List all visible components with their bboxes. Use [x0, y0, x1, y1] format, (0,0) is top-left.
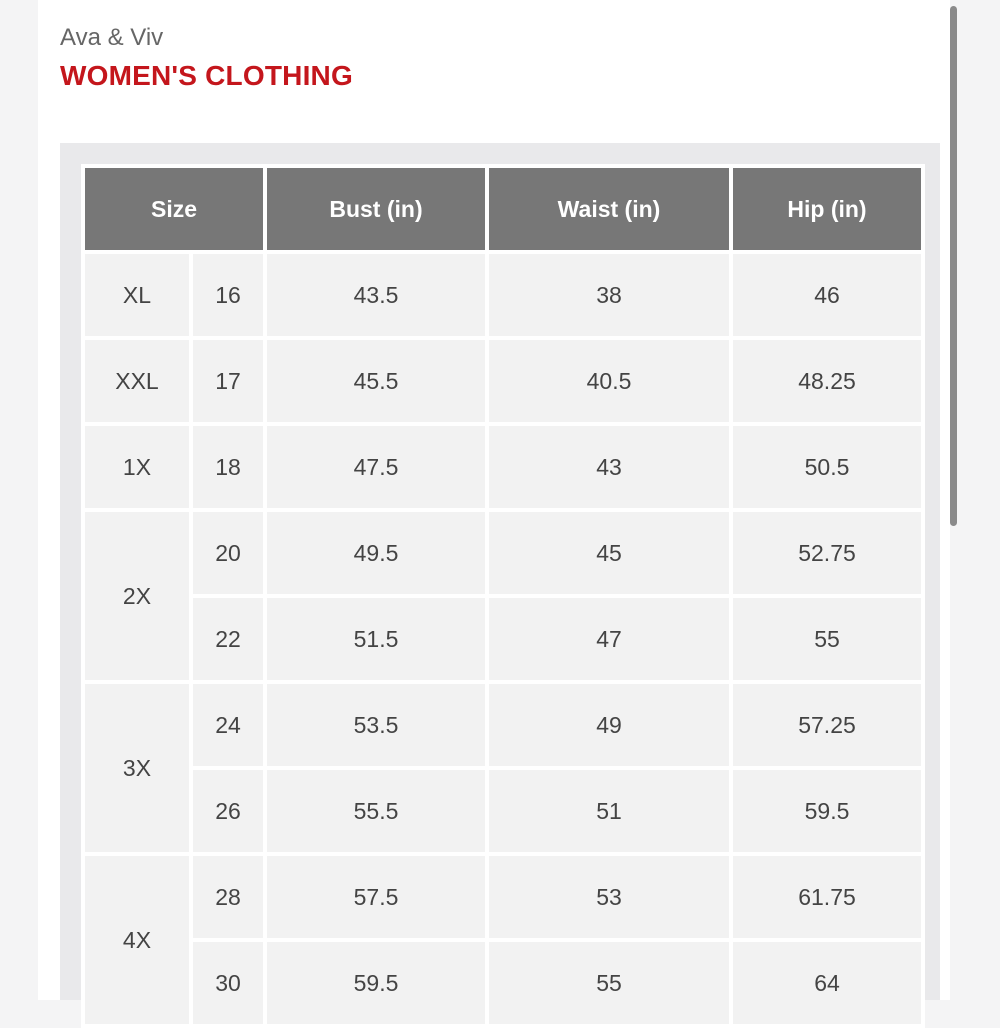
- waist-cell: 51: [489, 770, 729, 852]
- table-row: [85, 254, 921, 336]
- waist-cell: 55: [489, 942, 729, 1024]
- table-row: [85, 856, 921, 938]
- waist-cell: 49: [489, 684, 729, 766]
- column-header-size: Size: [85, 168, 263, 250]
- size-label-cell: XL: [85, 254, 189, 336]
- waist-cell: 40.5: [489, 340, 729, 422]
- waist-cell: 47: [489, 598, 729, 680]
- size-label-cell: 1X: [85, 426, 189, 508]
- size-label-cell: 2X: [85, 512, 189, 680]
- hip-cell: 59.5: [733, 770, 921, 852]
- hip-cell: 57.25: [733, 684, 921, 766]
- hip-cell: 50.5: [733, 426, 921, 508]
- size-label-cell: 4X: [85, 856, 189, 1024]
- column-header-bust: Bust (in): [267, 168, 485, 250]
- numeric-size-cell: 22: [193, 598, 263, 680]
- waist-cell: 38: [489, 254, 729, 336]
- numeric-size-cell: 18: [193, 426, 263, 508]
- table-row: [85, 598, 921, 680]
- bust-cell: 47.5: [267, 426, 485, 508]
- column-header-hip: Hip (in): [733, 168, 921, 250]
- size-chart-table: [81, 164, 925, 1028]
- table-row: [85, 684, 921, 766]
- bust-cell: 55.5: [267, 770, 485, 852]
- brand-name: Ava & Viv: [60, 24, 164, 51]
- numeric-size-cell: 17: [193, 340, 263, 422]
- column-header-waist: Waist (in): [489, 168, 729, 250]
- hip-cell: 61.75: [733, 856, 921, 938]
- numeric-size-cell: 24: [193, 684, 263, 766]
- numeric-size-cell: 20: [193, 512, 263, 594]
- waist-cell: 53: [489, 856, 729, 938]
- hip-cell: 48.25: [733, 340, 921, 422]
- vertical-scrollbar[interactable]: [950, 6, 957, 526]
- numeric-size-cell: 30: [193, 942, 263, 1024]
- numeric-size-cell: 28: [193, 856, 263, 938]
- table-row: [85, 770, 921, 852]
- table-row: [85, 426, 921, 508]
- numeric-size-cell: 26: [193, 770, 263, 852]
- hip-cell: 46: [733, 254, 921, 336]
- bust-cell: 43.5: [267, 254, 485, 336]
- size-chart-panel: [60, 143, 940, 1000]
- hip-cell: 55: [733, 598, 921, 680]
- bust-cell: 59.5: [267, 942, 485, 1024]
- table-row: [85, 340, 921, 422]
- hip-cell: 52.75: [733, 512, 921, 594]
- size-label-cell: 3X: [85, 684, 189, 852]
- table-row: [85, 942, 921, 1024]
- waist-cell: 43: [489, 426, 729, 508]
- table-row: [85, 512, 921, 594]
- numeric-size-cell: 16: [193, 254, 263, 336]
- page-title: WOMEN'S CLOTHING: [60, 60, 353, 91]
- table-body: [85, 254, 921, 1024]
- size-chart-page: [38, 0, 950, 1000]
- bust-cell: 57.5: [267, 856, 485, 938]
- table-header-row: [85, 168, 921, 250]
- bust-cell: 45.5: [267, 340, 485, 422]
- waist-cell: 45: [489, 512, 729, 594]
- bust-cell: 51.5: [267, 598, 485, 680]
- hip-cell: 64: [733, 942, 921, 1024]
- bust-cell: 49.5: [267, 512, 485, 594]
- bust-cell: 53.5: [267, 684, 485, 766]
- size-label-cell: XXL: [85, 340, 189, 422]
